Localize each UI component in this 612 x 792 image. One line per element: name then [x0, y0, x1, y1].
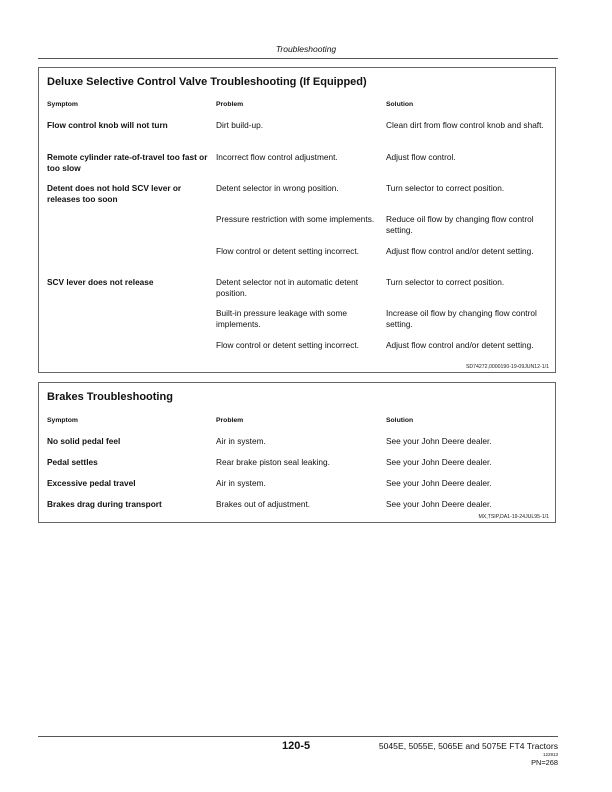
- solution-cell: Turn selector to correct position.: [386, 277, 505, 287]
- column-header-symptom: Symptom: [47, 417, 78, 424]
- solution-cell: See your John Deere dealer.: [386, 436, 492, 446]
- running-header-title: Troubleshooting: [275, 44, 337, 54]
- solution-cell: See your John Deere dealer.: [386, 499, 492, 509]
- problem-cell: Flow control or detent setting incorrect.: [216, 246, 359, 256]
- solution-cell: See your John Deere dealer.: [386, 457, 492, 467]
- solution-cell: Adjust flow control.: [386, 152, 456, 162]
- solution-cell: Adjust flow control and/or detent setting.: [386, 246, 534, 256]
- column-header-symptom: Symptom: [47, 101, 78, 108]
- problem-cell: Built-in pressure leakage with some implements.: [216, 308, 347, 329]
- column-header-solution: Solution: [386, 417, 414, 424]
- problem-cell: Air in system.: [216, 478, 266, 488]
- problem-cell: Flow control or detent setting incorrect.: [216, 340, 359, 350]
- problem-cell: Rear brake piston seal leaking.: [216, 457, 330, 467]
- footer-rule: [38, 736, 558, 737]
- symptom-cell: Excessive pedal travel: [47, 478, 136, 488]
- reference-code: SD74272,0000190-19-09JUN12-1/1: [465, 364, 549, 370]
- part-number: PN=268: [531, 758, 558, 767]
- problem-cell: Detent selector not in automatic detent position.: [216, 277, 359, 298]
- column-header-problem: Problem: [216, 101, 244, 108]
- symptom-cell: Remote cylinder rate-of-travel too fast or too slow: [47, 152, 208, 173]
- symptom-cell: SCV lever does not release: [47, 277, 154, 287]
- solution-cell: Increase oil flow by changing flow control setting.: [386, 308, 537, 329]
- symptom-cell: Brakes drag during transport: [47, 499, 162, 509]
- page-number: 120-5: [282, 740, 311, 752]
- brakes-troubleshooting-section: [38, 382, 556, 523]
- symptom-cell: Flow control knob will not turn: [47, 120, 168, 130]
- problem-cell: Dirt build-up.: [216, 120, 264, 130]
- solution-cell: Clean dirt from flow control knob and shaft.: [386, 120, 544, 130]
- section-title: Brakes Troubleshooting: [47, 391, 173, 403]
- solution-cell: Adjust flow control and/or detent setting.: [386, 340, 534, 350]
- solution-cell: Reduce oil flow by changing flow control setting.: [386, 214, 534, 235]
- column-header-problem: Problem: [216, 417, 244, 424]
- problem-cell: Brakes out of adjustment.: [216, 499, 311, 509]
- symptom-cell: Pedal settles: [47, 457, 98, 467]
- symptom-cell: Detent does not hold SCV lever or releases too soon: [47, 183, 182, 204]
- problem-cell: Incorrect flow control adjustment.: [216, 152, 338, 162]
- scv-troubleshooting-section: [38, 67, 556, 373]
- reference-code: MX,TSIP,DA1-19-24JUL95-1/1: [478, 514, 549, 520]
- header-rule: [38, 58, 558, 59]
- manual-title: 5045E, 5055E, 5065E and 5075E FT4 Tractors: [378, 741, 558, 751]
- problem-cell: Detent selector in wrong position.: [216, 183, 339, 193]
- solution-cell: Turn selector to correct position.: [386, 183, 505, 193]
- column-header-solution: Solution: [386, 101, 414, 108]
- problem-cell: Air in system.: [216, 436, 266, 446]
- problem-cell: Pressure restriction with some implements.: [216, 214, 375, 224]
- symptom-cell: No solid pedal feel: [47, 436, 121, 446]
- footer-code: 122913: [542, 752, 558, 757]
- section-title: Deluxe Selective Control Valve Troubleshooting (If Equipped): [47, 76, 367, 88]
- solution-cell: See your John Deere dealer.: [386, 478, 492, 488]
